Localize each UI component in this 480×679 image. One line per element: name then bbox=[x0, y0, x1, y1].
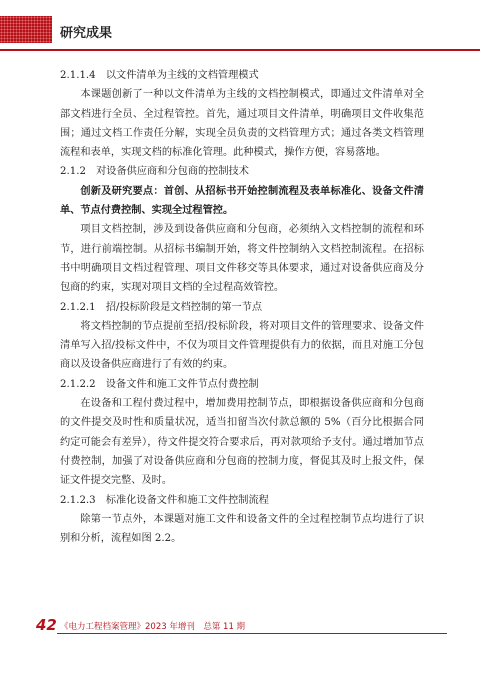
page-header bbox=[0, 0, 480, 48]
header-decorative-bar bbox=[0, 16, 52, 43]
heading-2-1-2-2: 2.1.2.2 设备文件和施工文件节点付费控制 bbox=[60, 378, 259, 390]
page-number: 42 bbox=[36, 616, 57, 634]
heading-2-1-1-4: 2.1.1.4 以文件清单为主线的文档管理模式 bbox=[60, 70, 259, 81]
section-title: 研究成果 bbox=[60, 26, 113, 41]
journal-info: 《电力工程档案管理》2023 年增刊 总第 11 期 bbox=[60, 622, 246, 632]
footer-rule bbox=[57, 633, 447, 634]
paragraph-payment-control: 在设备和工程付费过程中，增加费用控制节点，即根据设备供应商和分包商的文件提交及时性和质量状况，适当扣留当次付款总额的 5%（百分比根据合同约定可能会有差异），待文件提交符合要求后，再对款项给予支付。通过增加节点付费控制，加强了对设备供应商和分包商的控制力度，督促其及时上报文件，保证文件提交完整、及时。 bbox=[60, 398, 424, 487]
page-footer bbox=[0, 616, 480, 642]
paragraph-project-control: 项目文档控制，涉及到设备供应商和分包商，必须纳入文档控制的流程和环节，进行前端控制。从招标书编制开始，将文件控制纳入文档控制流程。在招标书中明确项目文档过程管理、项目文件移交等具体要求，通过对设备供应商及分包商的约束，实现对项目文档的全过程高效管控。 bbox=[60, 224, 424, 294]
paragraph-bidding-stage: 将文档控制的节点提前至招/投标阶段，将对项目文件的管理要求、设备文件清单写入招/投标文件中，不仅为项目文件管理提供有力的依据，而且对施工分包商以及设备供应商进行了有效的约束。 bbox=[60, 320, 424, 371]
article-body bbox=[60, 66, 424, 548]
header-rule bbox=[0, 49, 480, 51]
heading-2-1-2-1: 2.1.2.1 招/投标阶段是文档控制的第一节点 bbox=[60, 301, 263, 313]
heading-2-1-2-3: 2.1.2.3 标准化设备文件和施工文件控制流程 bbox=[60, 494, 269, 506]
paragraph-standardized-flow: 除第一节点外，本课题对施工文件和设备文件的全过程控制节点均进行了识别和分析，流程如图 2.2。 bbox=[60, 513, 424, 545]
heading-2-1-2: 2.1.2 对设备供应商和分包商的控制技术 bbox=[60, 166, 249, 178]
paragraph-innovation-points: 创新及研究要点：首创、从招标书开始控制流程及表单标准化、设备文件清单、节点付费控制、实现全过程管控。 bbox=[60, 185, 424, 217]
paragraph-document-control-mode: 本课题创新了一种以文件清单为主线的文档控制模式，即通过文件清单对全部文档进行全员、全过程管控。首先，通过项目文件清单，明确项目文件收集范围；通过文档工作责任分解，实现全员负责的文档管理方式；通过各类文档管理流程和表单，实现文档的标准化管理。此种模式，操作方便，容易落地。 bbox=[60, 89, 424, 159]
